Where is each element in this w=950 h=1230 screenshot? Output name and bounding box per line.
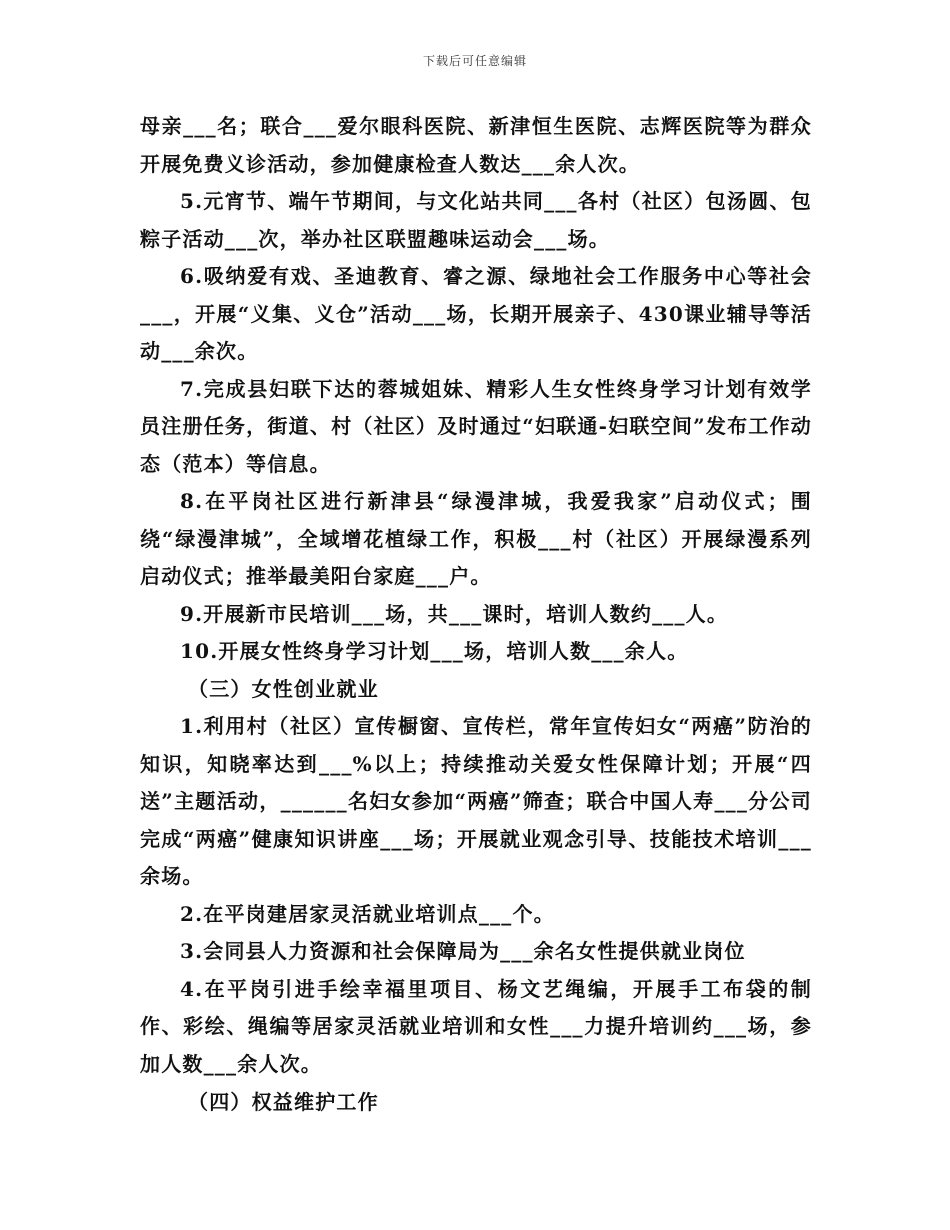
section-heading-rights: （四）权益维护工作 xyxy=(188,1090,379,1114)
paragraph-employment-3: 3.会同县人力资源和社会保障局为___余名女性提供就业岗位 xyxy=(180,939,746,963)
paragraph-item-8: 8.在平岗社区进行新津县“绿漫津城，我爱我家”启动仪式；围绕“绿漫津城”，全域增花植绿工作，积极___村（社区）开展绿漫系列启动仪式；推举最美阳台家庭___户。 xyxy=(140,489,812,588)
paragraph-employment-4: 4.在平岗引进手绘幸福里项目、杨文艺绳编，开展手工布袋的制作、彩绘、绳编等居家灵活就业培训和女性___力提升培训约___场，参加人数___余人次。 xyxy=(140,976,812,1076)
paragraph-employment-2: 2.在平岗建居家灵活就业培训点___个。 xyxy=(180,901,555,926)
paragraph-employment-1: 1.利用村（社区）宣传橱窗、宣传栏，常年宣传妇女“两癌”防治的知识，知晓率达到___%以上；持续推动关爱女性保障计划；开展“四送”主题活动，______名妇女参加“两癌”筛查；联合中国人寿___分公司完成“两癌”健康知识讲座___场；开展就业观念引导、技能技术培训___余场。 xyxy=(140,714,812,888)
paragraph-item-6: 6.吸纳爱有戏、圣迪教育、睿之源、绿地社会工作服务中心等社会___，开展“义集、义仓”活动___场，长期开展亲子、430课业辅导等活动___余次。 xyxy=(140,264,812,363)
document-body xyxy=(140,108,812,1122)
page-header-note: 下载后可任意编辑 xyxy=(422,54,527,68)
paragraph-continuation: 母亲___名；联合___爱尔眼科医院、新津恒生医院、志辉医院等为群众开展免费义诊活动，参加健康检查人数达___余人次。 xyxy=(140,114,812,176)
section-heading-employment: （三）女性创业就业 xyxy=(188,676,379,701)
paragraph-item-10: 10.开展女性终身学习计划___场，培训人数___余人。 xyxy=(180,639,689,663)
paragraph-item-5: 5.元宵节、端午节期间，与文化站共同___各村（社区）包汤圆、包粽子活动___次，举办社区联盟趣味运动会___场。 xyxy=(140,189,812,251)
paragraph-item-7: 7.完成县妇联下达的蓉城姐妹、精彩人生女性终身学习计划有效学员注册任务，街道、村（社区）及时通过“妇联通-妇联空间”发布工作动态（范本）等信息。 xyxy=(140,376,812,476)
paragraph-item-9: 9.开展新市民培训___场，共___课时，培训人数约___人。 xyxy=(180,601,729,626)
